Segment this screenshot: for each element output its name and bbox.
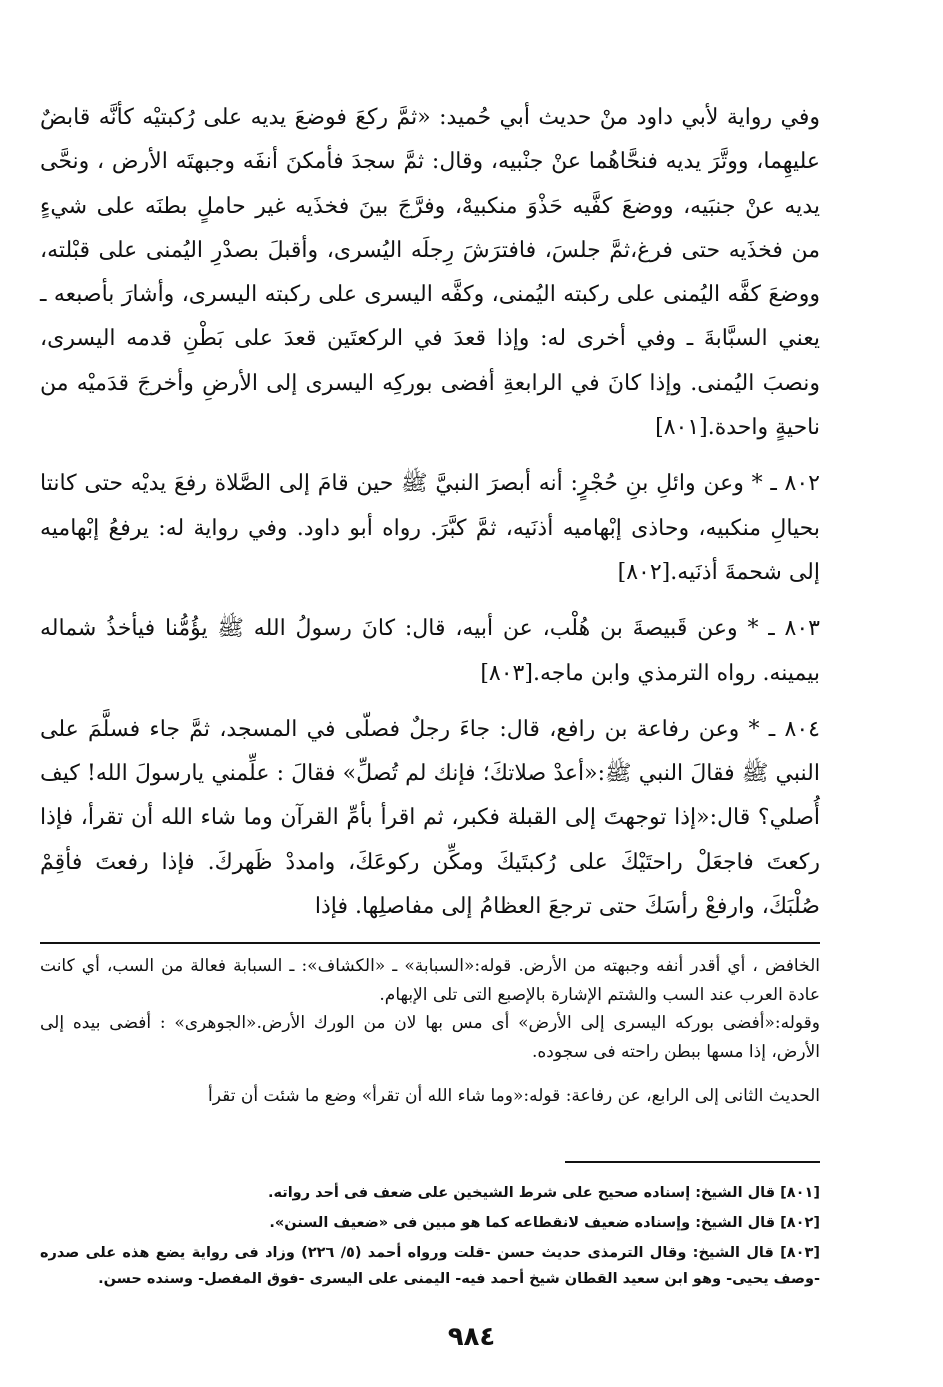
hadith-paragraph-803: ٨٠٣ ـ * وعن قَبيصةَ بن هُلْب، عن أبيه، قال: كانَ رسولُ الله ﷺ يؤُمُّنا فيأخذُ شماله بيمينه. رواه الترمذي وابن ماجه.[٨٠٣] (40, 616, 820, 686)
reference-803: [٨٠٣] قال الشيخ: وقال الترمذى حديث حسن -قلت ورواه أحمد (٥/ ٢٢٦) وزاد فى رواية يضع هذه على صدره -وصف يحيى- وهو ابن سعيد القطان شيخ أحمد فيه- اليمنى على اليسرى -فوق المفصل- وسنده حسن. (40, 1245, 820, 1287)
commentary-line: الخافض ، أي أقدر أنفه وجبهته من الأرض. قوله:«السبابة» ـ «الكشاف»: ـ السبابة فعالة من السب، أي كانت عادة العرب عند السب والشتم الإشارة بالإصبع التى تلى الإبهام. (40, 956, 820, 1005)
main-text (40, 96, 820, 929)
commentary-line: وقوله:«أفضى بوركه اليسرى إلى الأرض» أى مس بها لان من الورك الأرض.«الجوهرى» : أفضى بيده إلى الأرض، إذا مسها ببطن راحته فى سجوده. (40, 1013, 820, 1062)
reference-802: [٨٠٢] قال الشيخ: وإسناده ضعيف لانقطاعه كما هو مبين فى «ضعيف السنن». (269, 1215, 820, 1231)
commentary-notes (40, 952, 820, 1111)
hadith-paragraph-802: ٨٠٢ ـ * وعن وائلِ بنِ حُجْرٍ: أنه أبصرَ النبيَّ ﷺ حين قامَ إلى الصَّلاة رفعَ يديْه حتى كانتا بحيالِ منكبيه، وحاذى إبْهاميه أذنَيه، ثمَّ كبَّرَ. رواه أبو داود. وفي رواية له: يرفعُ إبْهاميه إلى شحمةَ أذنَيه.[٨٠٢] (40, 471, 820, 585)
reference-801: [٨٠١] قال الشيخ: إسناده صحيح على شرط الشيخين على ضعف فى أحد رواته. (267, 1185, 820, 1201)
hadith-paragraph-804: ٨٠٤ ـ * وعن رفاعة بن رافع، قال: جاءَ رجلٌ فصلّى في المسجد، ثمَّ جاء فسلَّمَ على النبي ﷺ فقالَ النبي ﷺ:«أعدْ صلاتكَ؛ فإنك لم تُصلِّ» فقالَ : علِّمني يارسولَ الله! كيف أُصلي؟ قال:«إذا توجهتَ إلى القبلة فكبر، ثم اقرأ بأمِّ القرآن وما شاء الله أن تقرأ، فإذا ركعتَ فاجعَلْ راحتَيْكَ على رُكبتَيكَ ومكِّن ركوعَكَ، وامددْ ظَهركَ. فإذا رفعتَ فأقِمْ صُلْبَكَ، وارفعْ رأسَكَ حتى ترجعَ العظامُ إلى مفاصلِها. فإذا (40, 716, 820, 920)
references-separator (565, 1161, 820, 1163)
commentary-line: الحديث الثانى إلى الرابع، عن رفاعة: قوله:«وما شاء الله أن تقرأ» وضع ما شئت أن تقرأ (208, 1086, 820, 1106)
page-number: ٩٨٤ (447, 1322, 496, 1352)
hadith-paragraph-801: وفي رواية لأبي داود منْ حديث أبي حُميد: «ثمَّ ركعَ فوضعَ يديه على رُكبتيْه كأنَّه قابضٌ عليهِما، ووتَّرَ يديه فنحَّاهُما عنْ جنْبيه، وقال: ثمَّ سجدَ فأمكنَ أنفَه وجبهتَه الأرض ، ونحَّى يديه عنْ جنبَيه، ووضعَ كفَّيه حَذْوَ منكبيهْ، وفرَّجَ بينَ فخذَيه غير حاملٍ بطنَه على شيءٍ من فخذَيه حتى فرغ،ثمَّ جلسَ، فافترَشَ رِجلَه اليُسرى، وأقبلَ بصدْرِ اليُمنى على قبْلته، ووضعَ كفَّه اليُمنى على ركبته اليُمنى، وكفَّه اليسرى على ركبته اليسرى، وأشارَ بأصبعه ـ يعني السبَّابةَ ـ وفي أخرى له: وإذا قعدَ في الركعتَين قعدَ على بَطْنِ قدمه اليسرى، ونصبَ اليُمنى. وإذا كانَ في الرابعةِ أفضى بوركِه اليسرى إلى الأرضِ وأخرجَ قدَميْه من ناحيةٍ واحدة.[٨٠١] (40, 105, 820, 441)
footnote-separator (40, 942, 820, 944)
grading-references (40, 1180, 820, 1292)
